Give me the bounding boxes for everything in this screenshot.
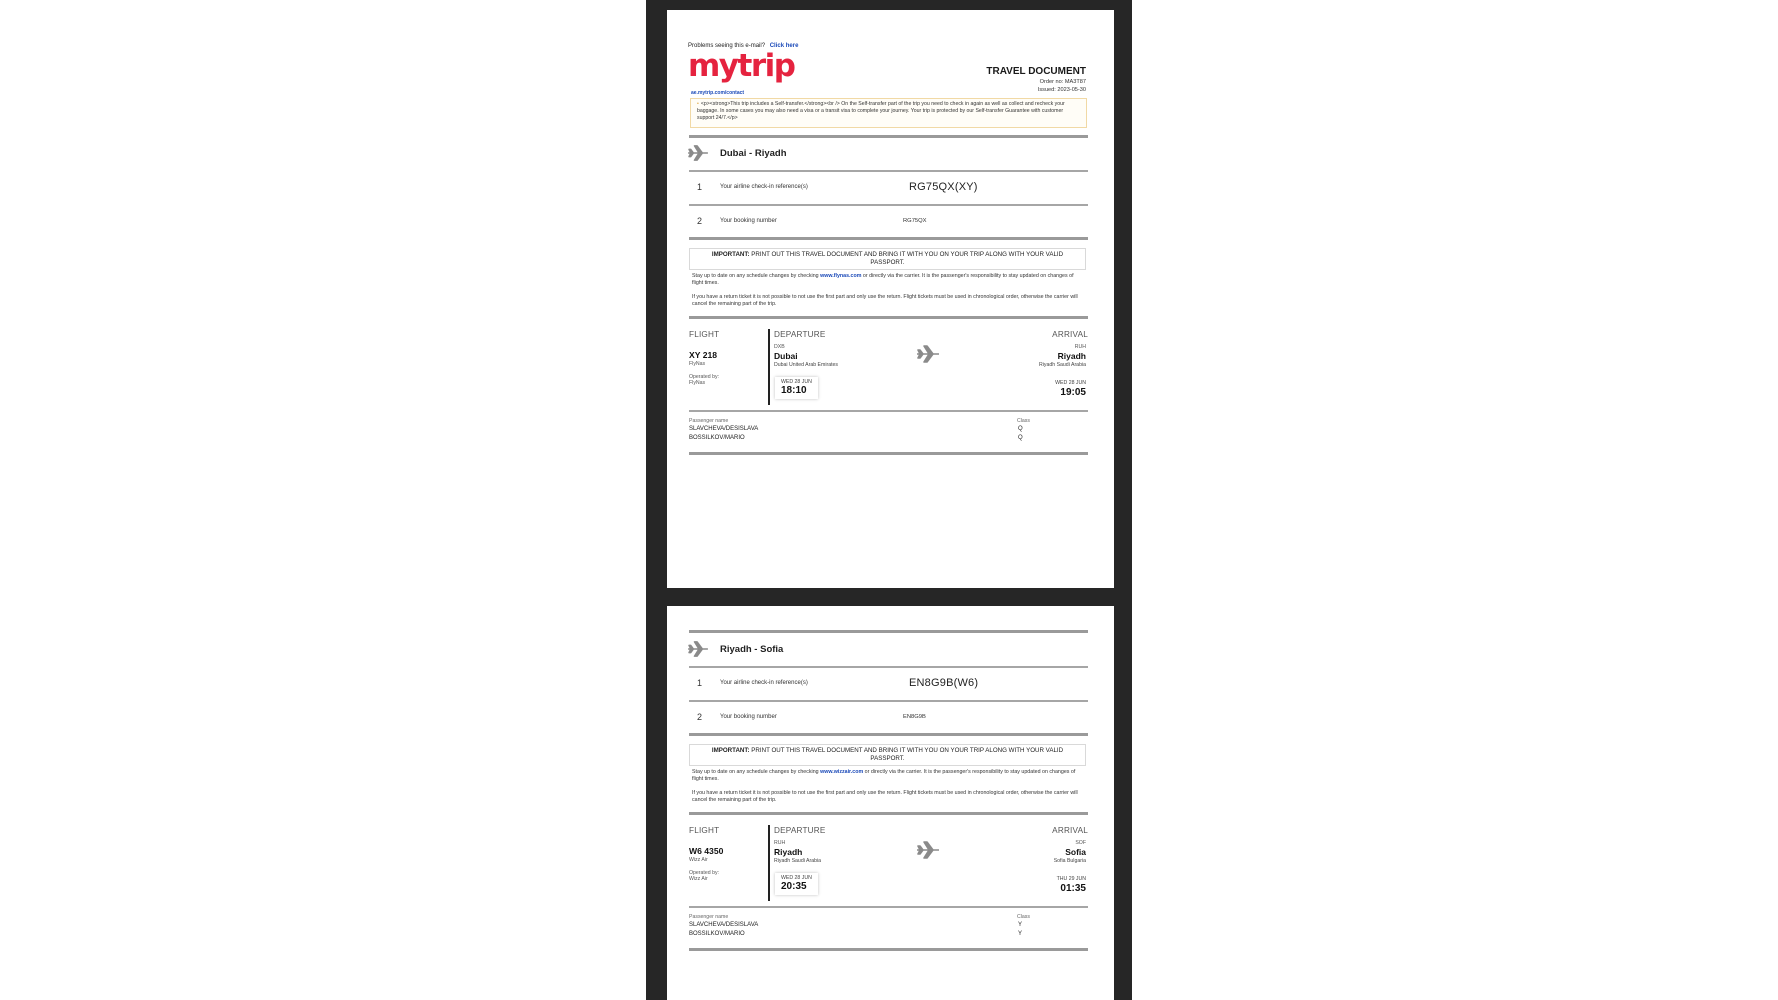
important-text: PRINT OUT THIS TRAVEL DOCUMENT AND BRING IT WITH YOU ON YOUR TRIP ALONG WITH YOUR VALID PASSPORT. <box>749 747 1064 763</box>
airline-name: Wizz Air <box>689 857 708 863</box>
row-divider <box>689 666 1088 668</box>
mytrip-logo: mytrip <box>688 48 795 84</box>
row-divider <box>689 204 1088 206</box>
departure-date: WED 28 JUN <box>781 875 812 881</box>
arrival-date: WED 28 JUN <box>1055 380 1086 386</box>
operated-by-value: Wizz Air <box>689 876 708 882</box>
schedule-note-text: Stay up to date on any schedule changes by checking <box>692 769 821 775</box>
passenger-name: BOSSILKOV/MARIO <box>689 930 745 937</box>
departure-time-box <box>775 873 818 895</box>
schedule-note <box>692 769 1084 783</box>
departure-country: Riyadh Saudi Arabia <box>774 858 822 864</box>
notice-text: <p><strong>This trip includes a Self-transfer.</strong><br /> On the Self-transfer part of the trip you need to check in again as well as collect and recheck your baggage. In some cases you may also need a visa or a transit visa to complete your journey. Your trip is protected by our Self-transfer Guarantee with customer support 24/7.</p> <box>697 101 1065 121</box>
passenger-name: BOSSILKOV/MARIO <box>689 434 745 441</box>
document-page-2 <box>667 606 1114 1000</box>
passenger-class: Q <box>1018 434 1023 441</box>
airplane-icon <box>687 144 709 162</box>
column-divider <box>768 329 770 405</box>
arrival-city: Riyadh <box>1057 351 1086 361</box>
section-divider <box>689 135 1088 138</box>
flight-header: FLIGHT <box>689 826 720 835</box>
passenger-name-label: Passenger name <box>689 418 729 424</box>
departure-city: Riyadh <box>774 847 803 857</box>
arrival-code: RUH <box>1074 344 1086 350</box>
section-divider <box>689 316 1088 319</box>
airplane-icon <box>916 840 940 860</box>
important-label: IMPORTANT: <box>711 747 750 754</box>
issued-date: Issued: 2023-05-30 <box>1037 87 1086 94</box>
checkin-reference-label: Your airline check-in reference(s) <box>720 184 808 190</box>
route-title: Dubai - Riyadh <box>720 148 787 159</box>
class-list <box>1018 425 1023 442</box>
important-text: PRINT OUT THIS TRAVEL DOCUMENT AND BRING IT WITH YOU ON YOUR TRIP ALONG WITH YOUR VALID PASSPORT. <box>749 251 1064 267</box>
flight-number: W6 4350 <box>689 846 724 856</box>
departure-time: 18:10 <box>781 385 807 396</box>
checkin-reference-value: EN8G9B(W6) <box>909 677 979 689</box>
important-box <box>689 744 1086 766</box>
section-divider <box>689 733 1088 736</box>
departure-time: 20:35 <box>781 881 807 892</box>
arrival-header: ARRIVAL <box>1052 826 1088 835</box>
arrival-city: Sofia <box>1065 847 1086 857</box>
click-here-link[interactable]: Click here <box>769 43 799 49</box>
problems-text: Problems seeing this e-mail? <box>688 43 766 49</box>
arrival-time: 19:05 <box>1060 387 1086 398</box>
departure-time-box <box>775 377 818 399</box>
return-ticket-note: If you have a return ticket it is not possible to not use the first part and only use the return. Flight tickets must be used in chronological order, otherwise the carrier will cancel the remaining part of the trip. <box>692 294 1078 307</box>
section-divider <box>689 948 1088 951</box>
route-title: Riyadh - Sofia <box>720 644 784 655</box>
operated-by-value: FlyNas <box>689 380 706 386</box>
document-page-1 <box>667 10 1114 588</box>
booking-number-label: Your booking number <box>720 714 777 720</box>
row-divider <box>689 170 1088 172</box>
row-number: 2 <box>697 216 703 226</box>
section-divider <box>689 452 1088 455</box>
row-number: 1 <box>697 678 703 688</box>
departure-header: DEPARTURE <box>774 826 826 835</box>
checkin-reference-value: RG75QX(XY) <box>909 181 978 193</box>
self-transfer-notice <box>690 98 1087 128</box>
flight-number: XY 218 <box>689 350 718 360</box>
departure-date: WED 28 JUN <box>781 379 812 385</box>
departure-code: RUH <box>774 840 786 846</box>
row-divider <box>689 700 1088 702</box>
section-divider <box>689 630 1088 633</box>
contact-link[interactable]: ae.mytrip.com/contact <box>691 90 745 96</box>
section-divider <box>689 812 1088 815</box>
schedule-note-text: Stay up to date on any schedule changes by checking <box>692 273 821 279</box>
schedule-note-text-end: or directly via the carrier. It is the passenger's responsibility to stay updated on changes of flight times. <box>692 273 1074 286</box>
booking-number-value: EN8G9B <box>903 714 926 720</box>
arrival-country: Riyadh Saudi Arabia <box>1038 362 1086 368</box>
important-box <box>689 248 1086 270</box>
carrier-link[interactable]: www.wizzair.com <box>820 769 864 775</box>
operated-by-label: Operated by: <box>689 374 719 380</box>
doc-title: TRAVEL DOCUMENT <box>986 66 1086 77</box>
row-number: 2 <box>697 712 703 722</box>
arrival-code: SOF <box>1075 840 1086 846</box>
return-ticket-note: If you have a return ticket it is not possible to not use the first part and only use the return. Flight tickets must be used in chronological order, otherwise the carrier will cancel the remaining part of the trip. <box>692 790 1078 803</box>
booking-number-label: Your booking number <box>720 218 777 224</box>
passenger-list <box>689 425 758 442</box>
doc-meta <box>1038 78 1086 94</box>
row-divider <box>689 906 1088 908</box>
departure-city: Dubai <box>774 351 798 361</box>
row-divider <box>689 410 1088 412</box>
airplane-icon <box>687 640 709 658</box>
airplane-icon <box>916 344 940 364</box>
passenger-class: Q <box>1018 426 1023 432</box>
class-list <box>1018 921 1022 938</box>
row-number: 1 <box>697 182 703 192</box>
passenger-name: SLAVCHEVA/DESISLAVA <box>689 426 759 432</box>
passenger-name-label: Passenger name <box>689 914 729 920</box>
carrier-link[interactable]: www.flynas.com <box>820 273 862 279</box>
important-label: IMPORTANT: <box>711 251 750 258</box>
checkin-reference-label: Your airline check-in reference(s) <box>720 680 808 686</box>
column-divider <box>768 825 770 901</box>
departure-country: Dubai United Arab Emirates <box>774 362 839 368</box>
arrival-header: ARRIVAL <box>1052 330 1088 339</box>
bullet-icon: • <box>697 101 699 107</box>
schedule-note <box>692 273 1084 287</box>
operated-by-label: Operated by: <box>689 870 719 876</box>
airline-name: FlyNas <box>689 361 706 367</box>
booking-number-value: RG75QX <box>903 218 927 224</box>
passenger-list <box>689 921 758 938</box>
passenger-name: SLAVCHEVA/DESISLAVA <box>689 922 759 928</box>
arrival-country: Sofia Bulgaria <box>1053 858 1086 864</box>
class-label: Class <box>1017 914 1030 920</box>
departure-header: DEPARTURE <box>774 330 826 339</box>
passenger-class: Y <box>1018 922 1023 928</box>
passenger-class: Y <box>1018 930 1023 937</box>
arrival-time: 01:35 <box>1060 883 1086 894</box>
flight-header: FLIGHT <box>689 330 720 339</box>
arrival-date: THU 29 JUN <box>1056 876 1086 882</box>
departure-code: DXB <box>774 344 785 350</box>
section-divider <box>689 237 1088 240</box>
class-label: Class <box>1017 418 1030 424</box>
order-number: Order no: MA3T87 <box>1039 79 1086 85</box>
schedule-note-text-end: or directly via the carrier. It is the passenger's responsibility to stay updated on changes of flight times. <box>692 769 1076 782</box>
